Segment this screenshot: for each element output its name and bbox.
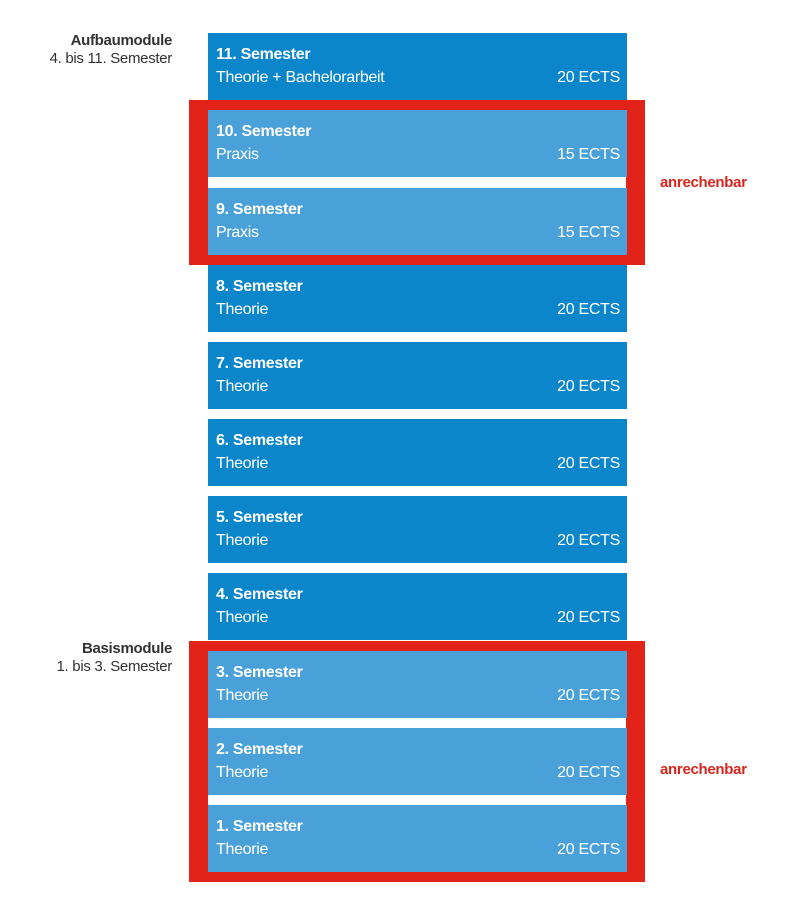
semester-block-4 bbox=[208, 573, 627, 640]
semester-title: 2. Semester bbox=[216, 741, 303, 758]
semester-type: Theorie bbox=[216, 609, 269, 626]
semester-block-5 bbox=[208, 496, 627, 563]
semester-block-10 bbox=[208, 110, 627, 177]
semester-type: Theorie bbox=[216, 455, 269, 472]
semester-ects: 15 ECTS bbox=[557, 224, 620, 241]
semester-title: 8. Semester bbox=[216, 278, 303, 295]
semester-title: 3. Semester bbox=[216, 664, 303, 681]
semester-title: 4. Semester bbox=[216, 586, 303, 603]
semester-title: 10. Semester bbox=[216, 123, 312, 140]
semester-title: 5. Semester bbox=[216, 509, 303, 526]
semester-type: Theorie bbox=[216, 841, 269, 858]
semester-ects: 20 ECTS bbox=[557, 764, 620, 781]
semester-type: Theorie bbox=[216, 532, 269, 549]
semester-ects: 20 ECTS bbox=[557, 609, 620, 626]
semester-type: Praxis bbox=[216, 146, 259, 163]
group-heading: Aufbaumodule bbox=[70, 32, 172, 49]
semester-block-3 bbox=[208, 651, 627, 718]
credited-label-basis: anrechenbar bbox=[660, 761, 747, 778]
semester-type: Theorie + Bachelorarbeit bbox=[216, 69, 385, 86]
semester-block-6 bbox=[208, 419, 627, 486]
credited-label-praxis: anrechenbar bbox=[660, 174, 747, 191]
semester-block-8 bbox=[208, 265, 627, 332]
semester-ects: 20 ECTS bbox=[557, 301, 620, 318]
semester-title: 7. Semester bbox=[216, 355, 303, 372]
semester-type: Theorie bbox=[216, 764, 269, 781]
semester-ects: 15 ECTS bbox=[557, 146, 620, 163]
semester-block-1 bbox=[208, 805, 627, 872]
semester-type: Theorie bbox=[216, 687, 269, 704]
semester-title: 11. Semester bbox=[216, 46, 311, 63]
semester-ects: 20 ECTS bbox=[557, 69, 620, 86]
semester-ects: 20 ECTS bbox=[557, 455, 620, 472]
semester-block-2 bbox=[208, 728, 627, 795]
semester-title: 1. Semester bbox=[216, 818, 303, 835]
semester-type: Theorie bbox=[216, 301, 269, 318]
semester-ects: 20 ECTS bbox=[557, 841, 620, 858]
group-label-basismodule bbox=[57, 640, 173, 676]
semester-title: 6. Semester bbox=[216, 432, 303, 449]
semester-title: 9. Semester bbox=[216, 201, 303, 218]
semester-type: Theorie bbox=[216, 378, 269, 395]
group-label-aufbaumodule bbox=[50, 32, 172, 68]
semester-ects: 20 ECTS bbox=[557, 687, 620, 704]
semester-ects: 20 ECTS bbox=[557, 532, 620, 549]
group-range: 4. bis 11. Semester bbox=[49, 50, 172, 67]
group-range: 1. bis 3. Semester bbox=[56, 658, 172, 675]
semester-type: Praxis bbox=[216, 224, 259, 241]
semester-block-9 bbox=[208, 188, 627, 255]
semester-block-7 bbox=[208, 342, 627, 409]
group-heading: Basismodule bbox=[81, 640, 172, 657]
semester-block-11 bbox=[208, 33, 627, 100]
semester-ects: 20 ECTS bbox=[557, 378, 620, 395]
